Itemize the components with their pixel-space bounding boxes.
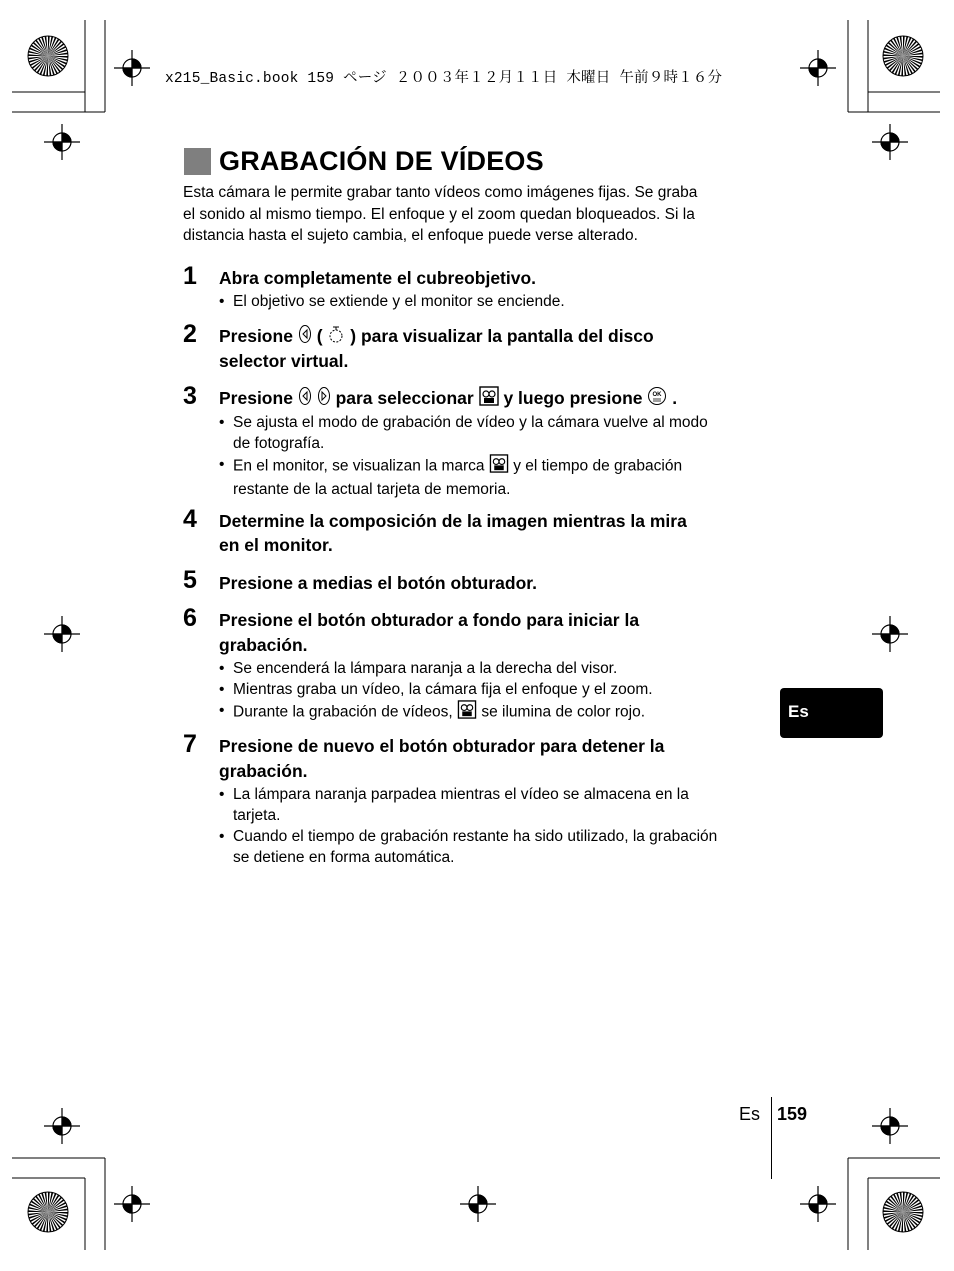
- star-target-icon: [883, 1192, 923, 1232]
- step-text-part: .: [672, 388, 678, 409]
- bullet-item: • Se encenderá la lámpara naranja a la derecha del visor.: [219, 658, 653, 679]
- step-text: [219, 386, 677, 413]
- registration-mark-icon: [44, 616, 80, 652]
- ok-menu-icon: [647, 386, 667, 413]
- step-text: Presione a medias el botón obturador.: [219, 573, 537, 593]
- registration-mark-icon: [872, 1108, 908, 1144]
- star-target-icon: [883, 36, 923, 76]
- step-text: Presione el botón obturador a fondo para iniciar la: [219, 610, 640, 630]
- registration-mark-icon: [800, 1186, 836, 1222]
- registration-mark-icon: [872, 124, 908, 160]
- step-number: 7: [183, 730, 197, 758]
- step-number: 3: [183, 382, 197, 410]
- self-timer-icon: [327, 324, 345, 351]
- bullet-line: tarjeta.: [233, 807, 281, 824]
- step-text-part: (: [316, 326, 323, 347]
- movie-icon: [457, 700, 477, 725]
- movie-icon: [479, 386, 499, 413]
- bullet-item: [219, 412, 708, 454]
- step-bullets: [219, 658, 653, 725]
- step-text: selector virtual.: [219, 351, 349, 371]
- step-bullets: [219, 412, 708, 500]
- arrow-left-icon: [298, 324, 312, 351]
- step-text-part: Presione: [219, 326, 293, 347]
- intro-paragraph: [183, 182, 783, 247]
- star-target-icon: [28, 36, 68, 76]
- step-text-part: y luego presione: [503, 388, 643, 409]
- star-target-icon: [28, 1192, 68, 1232]
- title-square-icon: [184, 148, 211, 175]
- bullet-line: En el monitor, se visualizan la marca: [233, 457, 485, 475]
- arrow-left-icon: [298, 386, 312, 413]
- step-text-part: Presione: [219, 388, 293, 409]
- step-bullets: [219, 291, 565, 312]
- step-text: en el monitor.: [219, 535, 333, 555]
- bullet-line: La lámpara naranja parpadea mientras el vídeo se almacena en la: [233, 786, 689, 803]
- intro-line: el sonido al mismo tiempo. El enfoque y el zoom quedan bloqueados. Si la: [183, 205, 695, 223]
- language-tab: [780, 688, 883, 738]
- language-tab-label: Es: [788, 702, 809, 721]
- bullet-item: [219, 700, 653, 725]
- bullet-line: se ilumina de color rojo.: [481, 703, 646, 721]
- step-text: Presione de nuevo el botón obturador para detener la: [219, 736, 665, 756]
- bullet-line: Durante la grabación de vídeos,: [233, 703, 453, 721]
- registration-mark-icon: [460, 1186, 496, 1222]
- step-bullets: [219, 784, 717, 868]
- bullet-line: Se ajusta el modo de grabación de vídeo y la cámara vuelve al modo: [233, 414, 708, 431]
- step-text: Abra completamente el cubreobjetivo.: [219, 268, 537, 288]
- bullet-line: se detiene en forma automática.: [233, 849, 455, 866]
- step-number: 2: [183, 320, 197, 348]
- step-text-part: ) para visualizar la pantalla del disco: [350, 326, 654, 347]
- step-text-part: para seleccionar: [335, 388, 474, 409]
- intro-line: Esta cámara le permite grabar tanto vídeos como imágenes fijas. Se graba: [183, 184, 698, 201]
- registration-mark-icon: [114, 50, 150, 86]
- step-number: 6: [183, 604, 197, 632]
- page-title: GRABACIÓN DE VÍDEOS: [219, 146, 544, 176]
- arrow-right-icon: [317, 386, 331, 413]
- bullet-line: y el tiempo de grabación: [513, 457, 683, 475]
- bullet-line: restante de la actual tarjeta de memoria.: [233, 481, 511, 498]
- bullet-item: [219, 784, 717, 826]
- step-text: [219, 324, 654, 351]
- footer-language: Es: [739, 1104, 761, 1124]
- bullet-item: [219, 826, 717, 868]
- bullet-item: • El objetivo se extiende y el monitor se enciende.: [219, 291, 565, 312]
- bullet-item: [219, 454, 708, 500]
- footer-divider: [771, 1097, 772, 1179]
- registration-mark-icon: [44, 1108, 80, 1144]
- step-text: grabación.: [219, 761, 308, 781]
- registration-mark-icon: [872, 616, 908, 652]
- step-text: Determine la composición de la imagen mientras la mira: [219, 511, 687, 531]
- page-number: 159: [777, 1104, 808, 1124]
- intro-line: distancia hasta el sujeto cambia, el enfoque puede verse alterado.: [183, 227, 638, 244]
- bullet-line: de fotografía.: [233, 435, 325, 452]
- section-title: [184, 146, 544, 177]
- movie-icon: [489, 454, 509, 479]
- bullet-line: Cuando el tiempo de grabación restante ha sido utilizado, la grabación: [233, 828, 718, 845]
- svg-text:OK: OK: [652, 392, 662, 398]
- registration-mark-icon: [44, 124, 80, 160]
- step-number: 1: [183, 262, 197, 290]
- registration-mark-icon: [114, 1186, 150, 1222]
- step-text: grabación.: [219, 635, 308, 655]
- step-number: 5: [183, 566, 197, 594]
- print-file-header: x215_Basic.book 159 ページ ２００３年１２月１１日 木曜日 午前９時１６分: [165, 71, 723, 87]
- step-number: 4: [183, 505, 197, 533]
- registration-mark-icon: [800, 50, 836, 86]
- bullet-item: • Mientras graba un vídeo, la cámara fija el enfoque y el zoom.: [219, 679, 653, 700]
